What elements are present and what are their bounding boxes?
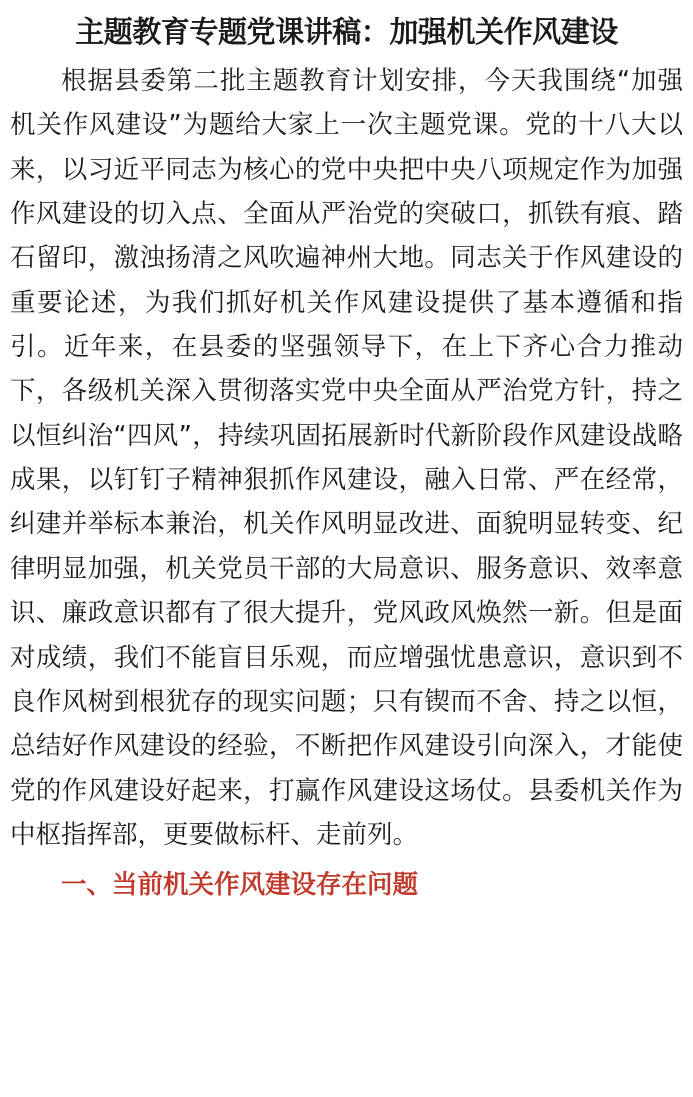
- body-paragraph: 根据县委第二批主题教育计划安排，今天我围绕“加强机关作风建设”为题给大家上一次主题党课。党的十八大以来，以习近平同志为核心的党中央把中央八项规定作为加强作风建设的切入点、全面从严治党的突破口，抓铁有痕、踏石留印，激浊扬清之风吹遍神州大地。同志关于作风建设的重要论述，为我们抓好机关作风建设提供了基本遵循和指引。近年来，在县委的坚强领导下，在上下齐心合力推动下，各级机关深入贯彻落实党中央全面从严治党方针，持之以恒纠治“四风”，持续巩固拓展新时代新阶段作风建设战略成果，以钉钉子精神狠抓作风建设，融入日常、严在经常，纠建并举标本兼治，机关作风明显改进、面貌明显转变、纪律明显加强，机关党员干部的大局意识、服务意识、效率意识、廉政意识都有了很大提升，党风政风焕然一新。但是面对成绩，我们不能盲目乐观，而应增强忧患意识，意识到不良作风树到根犹存的现实问题；只有锲而不舍、持之以恒，总结好作风建设的经验，不断把作风建设引向深入，才能使党的作风建设好起来，打赢作风建设这场仗。县委机关作为中枢指挥部，更要做标杆、走前列。: [10, 65, 683, 850]
- section-heading: 一、当前机关作风建设存在问题: [61, 870, 419, 901]
- page-title: 主题教育专题党课讲稿：加强机关作风建设: [75, 15, 618, 49]
